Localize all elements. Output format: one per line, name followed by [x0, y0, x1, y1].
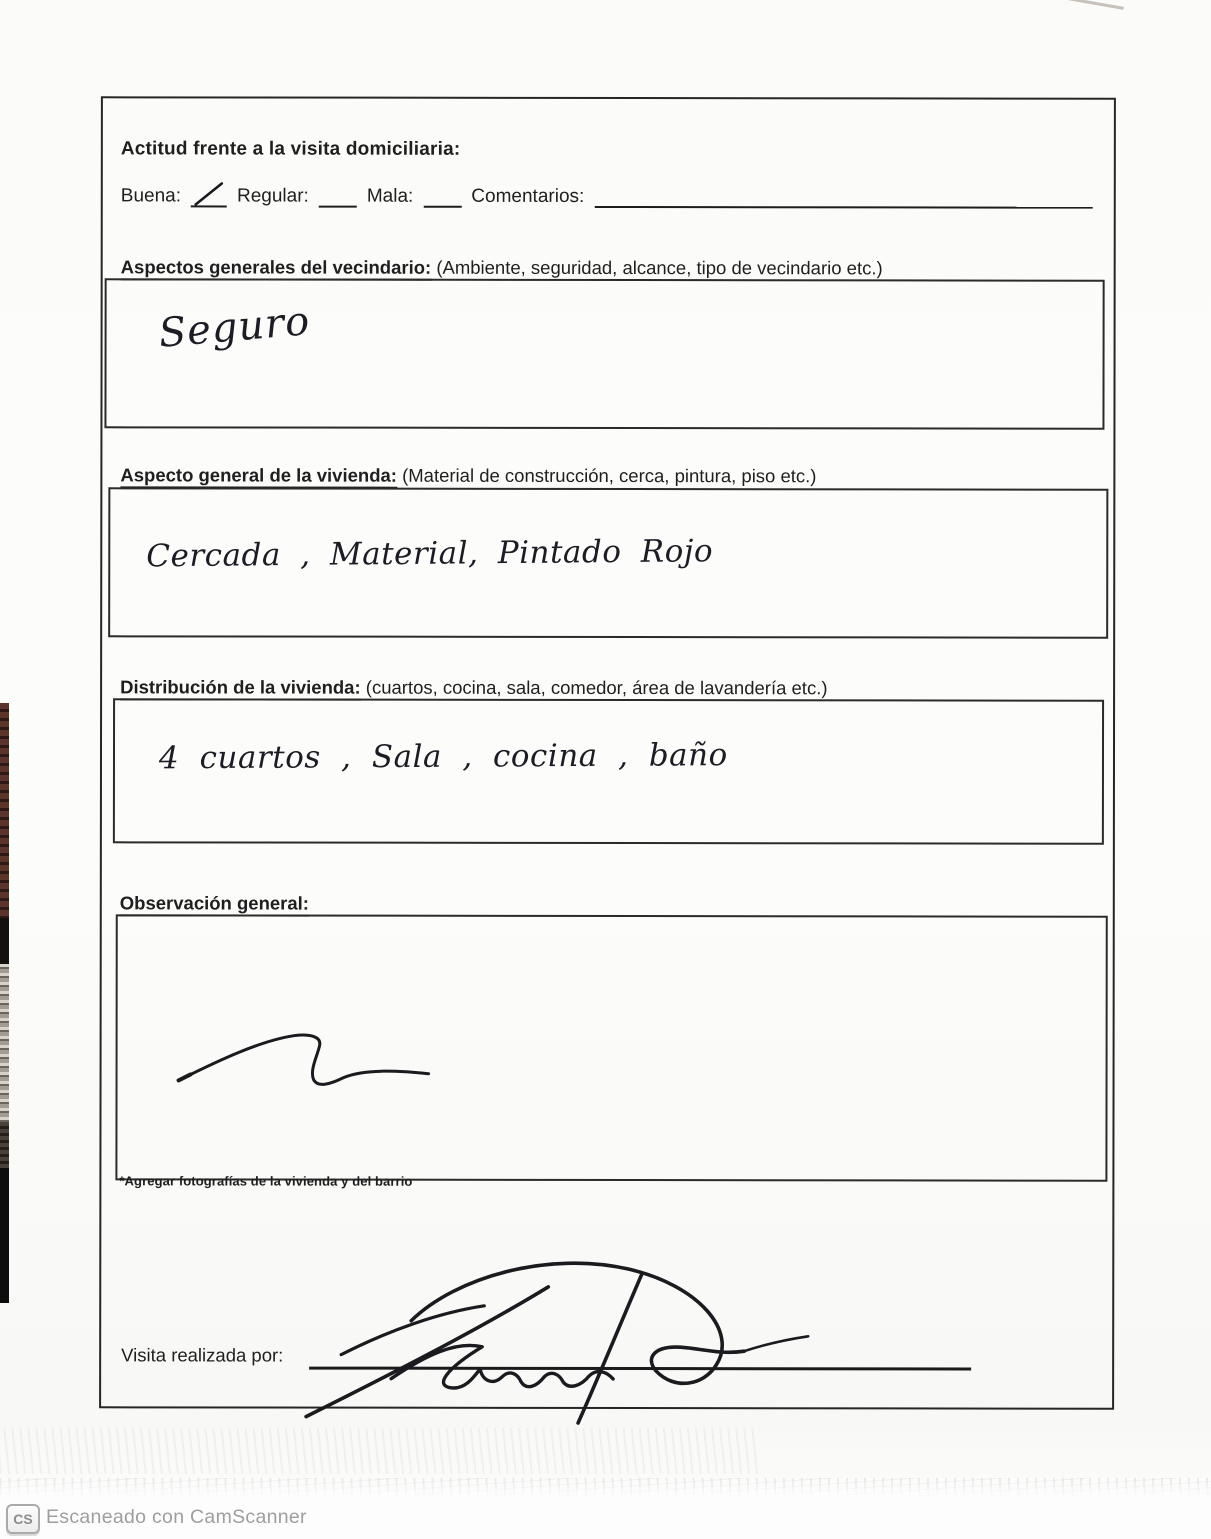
buena-answer-blank — [191, 182, 227, 207]
signature — [296, 1259, 896, 1435]
section-observacion-label: Observación general: — [120, 892, 309, 914]
observacion-answer-box — [115, 914, 1107, 1181]
scan-edge-artifact — [0, 1122, 9, 1168]
section-vecindario-label: Aspectos generales del vecindario: (Ambiente, seguridad, alcance, tipo de vecindario etc.) — [121, 256, 883, 279]
page-fold-mark — [1068, 0, 1124, 10]
vivienda-answer-box — [108, 487, 1108, 638]
camscanner-logo-icon — [6, 1504, 40, 1534]
form-title: Actitud frente a la visita domiciliaria: — [120, 138, 461, 160]
option-label-buena: Buena: — [120, 185, 182, 207]
scan-edge-artifact — [0, 1168, 9, 1303]
distribucion-answer-box — [113, 698, 1104, 844]
form-frame — [99, 96, 1116, 1409]
visited-by-label: Visita realizada por: — [121, 1344, 284, 1366]
scan-edge-artifact — [0, 918, 9, 964]
pen-squiggle-mark — [169, 1028, 449, 1098]
section-distribucion-label: Distribución de la vivienda: (cuartos, cocina, sala, comedor, área de lavandería etc.) — [120, 676, 827, 699]
vivienda-handwriting: Cercada , Material, Pintado Rojo — [146, 533, 714, 575]
regular-answer-blank — [319, 183, 357, 208]
section-vivienda-label: Aspecto general de la vivienda: (Material de construcción, cerca, pintura, piso etc.) — [120, 464, 816, 487]
scan-noise — [0, 1428, 760, 1474]
option-label-regular: Regular: — [236, 185, 309, 207]
attitude-row — [121, 182, 1093, 208]
camscanner-bar — [0, 1470, 1211, 1539]
comments-blank — [594, 183, 1092, 209]
check-slash-mark — [191, 179, 227, 207]
vecindario-answer-box — [104, 278, 1104, 429]
camscanner-logo-text: CS — [13, 1511, 33, 1527]
scan-edge-artifact — [0, 703, 9, 918]
option-label-mala: Mala: — [366, 185, 414, 207]
mala-answer-blank — [423, 183, 461, 208]
vecindario-handwriting: Seguro — [156, 298, 312, 357]
distribucion-handwriting: 4 cuartos , Sala , cocina , baño — [158, 737, 728, 777]
photos-footnote: *Agregar fotografías de la vivienda y del barrio — [119, 1173, 413, 1189]
comments-label: Comentarios: — [471, 185, 585, 207]
scan-edge-artifact — [0, 964, 9, 1122]
camscanner-caption: Escaneado con CamScanner — [46, 1506, 307, 1528]
